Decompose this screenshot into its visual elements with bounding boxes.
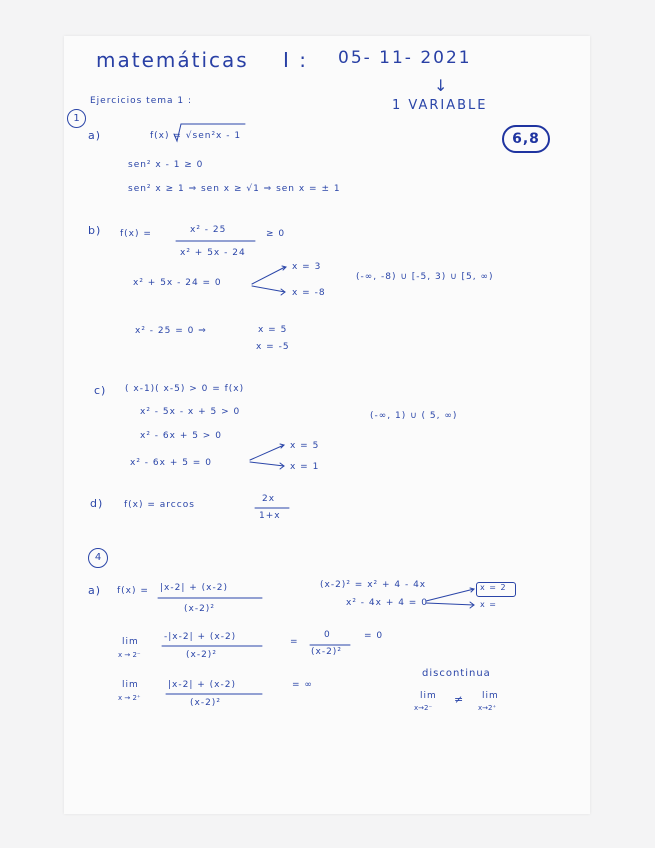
discontinuous-note: discontinua (422, 668, 491, 679)
part-a-label: a) (88, 129, 102, 142)
part-d-denominator: 1+x (259, 511, 281, 521)
date: 05- 11- 2021 (338, 48, 472, 68)
part-c-root-1: x = 5 (290, 441, 320, 451)
down-arrow-icon: ↓ (434, 76, 448, 95)
part-c-interval: (-∞, 1) ∪ ( 5, ∞) (370, 411, 458, 421)
compare-right-lim: lim (482, 691, 499, 701)
part-c-line-3: x² - 6x + 5 > 0 (140, 431, 222, 441)
limit-1-zero-denominator: (x-2)² (311, 647, 342, 657)
page-title: matemáticas (96, 48, 249, 72)
part-b-equation-2: x² - 25 = 0 ⇒ (135, 326, 207, 336)
part-b-fx: f(x) = (120, 229, 152, 239)
part-d-label: d) (90, 497, 104, 510)
part-b-root-4: x = -5 (256, 342, 290, 352)
part-b-root-2: x = -8 (292, 288, 326, 298)
part-a-line-2: sen² x - 1 ≥ 0 (128, 160, 204, 170)
ex4-quadratic: x² - 4x + 4 = 0 (346, 598, 428, 608)
part-b-interval: (-∞, -8) ∪ [-5, 3) ∪ [5, ∞) (356, 272, 494, 282)
limit-2-result: = ∞ (292, 680, 313, 690)
part-d-numerator: 2x (262, 494, 276, 504)
part-c-line-2: x² - 5x - x + 5 > 0 (140, 407, 241, 417)
ex4-denominator: (x-2)² (184, 604, 215, 614)
part-b-denominator: x² + 5x - 24 (180, 248, 246, 258)
ex4-part-a-label: a) (88, 584, 102, 597)
second-root: x = (480, 600, 497, 609)
compare-left-subscript: x→2⁻ (414, 704, 433, 712)
subtitle: 1 VARIABLE (392, 98, 488, 113)
limit-1-equals: = (290, 637, 299, 647)
part-b-root-1: x = 3 (292, 262, 322, 272)
part-b-label: b) (88, 224, 102, 237)
part-c-label: c) (94, 384, 107, 397)
roman-numeral: I : (283, 48, 308, 72)
grade-badge: 6,8 (502, 125, 550, 153)
part-a-line-1: f(x) = √sen²x - 1 (150, 131, 242, 141)
exercise-number-4: 4 (88, 548, 108, 568)
paper-sheet (64, 36, 590, 814)
part-d-fx: f(x) = arccos (124, 500, 195, 510)
limit-1-denominator: (x-2)² (186, 650, 217, 660)
limit-2-word: lim (122, 680, 139, 690)
part-b-numerator: x² - 25 (190, 225, 227, 235)
part-c-line-4: x² - 6x + 5 = 0 (130, 458, 212, 468)
part-b-equation: x² + 5x - 24 = 0 (133, 278, 222, 288)
part-a-line-3: sen² x ≥ 1 ⇒ sen x ≥ √1 ⇒ sen x = ± 1 (128, 184, 341, 194)
exercise-number-1: 1 (67, 109, 86, 128)
limit-2-numerator: |x-2| + (x-2) (168, 680, 236, 690)
limit-2-denominator: (x-2)² (190, 698, 221, 708)
not-equal-sign: ≠ (454, 693, 465, 706)
ex4-numerator: |x-2| + (x-2) (160, 583, 228, 593)
limit-1-subscript: x → 2⁻ (118, 651, 141, 659)
part-b-root-3: x = 5 (258, 325, 288, 335)
compare-right-subscript: x→2⁺ (478, 704, 497, 712)
limit-1-numerator: -|x-2| + (x-2) (164, 632, 237, 642)
limit-1-result: = 0 (364, 631, 384, 641)
part-c-root-2: x = 1 (290, 462, 320, 472)
limit-1-zero-numerator: 0 (324, 630, 331, 640)
part-b-geq: ≥ 0 (266, 229, 286, 239)
part-c-line-1: ( x-1)( x-5) > 0 = f(x) (125, 384, 245, 394)
boxed-root: x = 2 (480, 583, 507, 592)
exercises-heading: Ejercicios tema 1 : (90, 96, 193, 106)
limit-2-subscript: x → 2⁺ (118, 694, 141, 702)
limit-1-word: lim (122, 637, 139, 647)
ex4-expansion: (x-2)² = x² + 4 - 4x (320, 580, 427, 590)
ex4-fx: f(x) = (117, 586, 149, 596)
compare-left-lim: lim (420, 691, 437, 701)
